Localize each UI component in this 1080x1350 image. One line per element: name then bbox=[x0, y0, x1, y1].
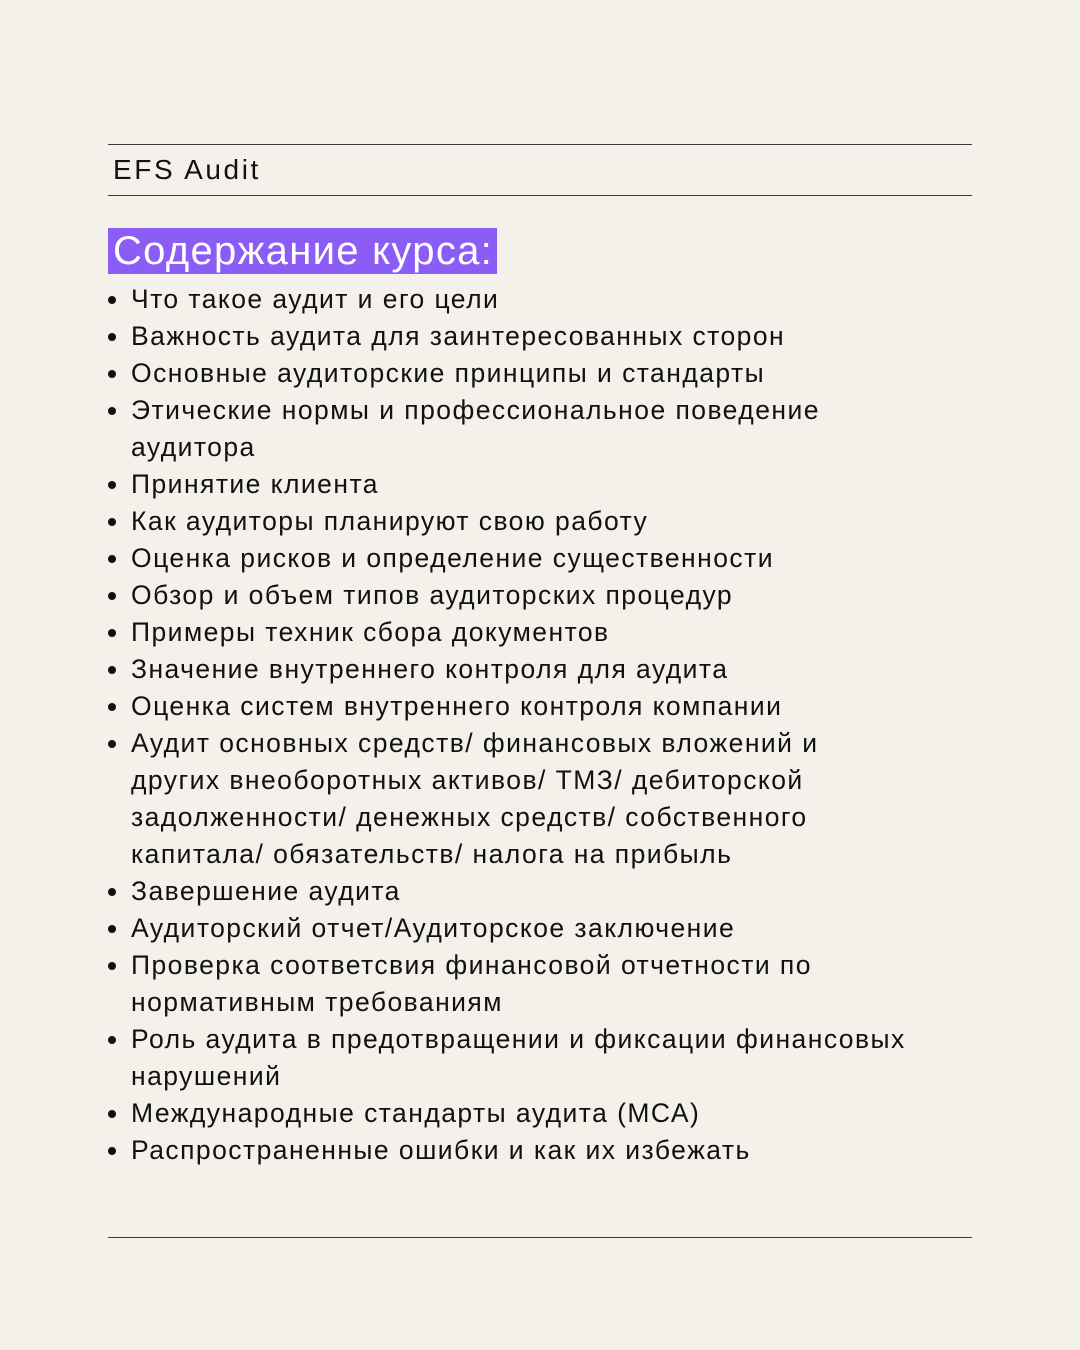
bullet-icon bbox=[108, 1036, 116, 1044]
list-item bbox=[108, 614, 972, 651]
list-item bbox=[108, 355, 972, 392]
list-item-text: Важность аудита для заинтересованных сторон bbox=[131, 321, 786, 351]
bullet-icon bbox=[108, 1110, 116, 1118]
bullet-icon bbox=[108, 888, 116, 896]
list-item-text: Примеры техник сбора документов bbox=[131, 617, 610, 647]
bullet-icon bbox=[108, 555, 116, 563]
list-item bbox=[108, 466, 972, 503]
bullet-icon bbox=[108, 518, 116, 526]
list-item bbox=[108, 577, 972, 614]
course-contents-list bbox=[108, 281, 972, 1169]
header-divider bbox=[108, 195, 972, 196]
bullet-icon bbox=[108, 740, 116, 748]
list-item bbox=[108, 281, 972, 318]
bullet-icon bbox=[108, 925, 116, 933]
list-item bbox=[108, 651, 972, 688]
bullet-icon bbox=[108, 703, 116, 711]
list-item-text: Оценка рисков и определение существенности bbox=[131, 543, 774, 573]
bullet-icon bbox=[108, 962, 116, 970]
list-item-text: Проверка соответсвия финансовой отчетности по нормативным требованиям bbox=[131, 950, 812, 1017]
bullet-icon bbox=[108, 296, 116, 304]
list-item-text: Обзор и объем типов аудиторских процедур bbox=[131, 580, 734, 610]
bullet-icon bbox=[108, 1147, 116, 1155]
bullet-icon bbox=[108, 333, 116, 341]
bullet-icon bbox=[108, 407, 116, 415]
list-item-text: Распространенные ошибки и как их избежать bbox=[131, 1135, 751, 1165]
list-item bbox=[108, 910, 972, 947]
course-contents-title: Содержание курса: bbox=[108, 228, 497, 274]
bullet-icon bbox=[108, 666, 116, 674]
title-block bbox=[108, 228, 497, 274]
list-item-text: Значение внутреннего контроля для аудита bbox=[131, 654, 729, 684]
bullet-icon bbox=[108, 370, 116, 378]
list-item-text: Аудит основных средств/ финансовых вложений и других внеоборотных активов/ ТМЗ/ дебиторской задолженности/ денежных средств/ собственного капитала/ обязательств/ налога на прибыль bbox=[131, 728, 819, 869]
list-item-text: Аудиторский отчет/Аудиторское заключение bbox=[131, 913, 736, 943]
list-item bbox=[108, 725, 891, 873]
list-item bbox=[108, 392, 891, 466]
brand-name: EFS Audit bbox=[113, 154, 261, 185]
list-item bbox=[108, 688, 972, 725]
list-item bbox=[108, 947, 891, 1021]
list-item-text: Принятие клиента bbox=[131, 469, 379, 499]
list-item bbox=[108, 540, 972, 577]
list-item-text: Основные аудиторские принципы и стандарты bbox=[131, 358, 766, 388]
bottom-divider bbox=[108, 1237, 972, 1238]
list-item bbox=[108, 873, 972, 910]
bullet-icon bbox=[108, 481, 116, 489]
list-item bbox=[108, 1095, 972, 1132]
list-item-text: Завершение аудита bbox=[131, 876, 401, 906]
list-item-text: Этические нормы и профессиональное поведение аудитора bbox=[131, 395, 820, 462]
list-item-text: Роль аудита в предотвращении и фиксации финансовых нарушений bbox=[131, 1024, 906, 1091]
list-item-text: Международные стандарты аудита (МСА) bbox=[131, 1098, 701, 1128]
list-item-text: Что такое аудит и его цели bbox=[131, 284, 500, 314]
list-item-text: Как аудиторы планируют свою работу bbox=[131, 506, 649, 536]
top-divider bbox=[108, 144, 972, 145]
bullet-icon bbox=[108, 629, 116, 637]
list-item-text: Оценка систем внутреннего контроля компании bbox=[131, 691, 783, 721]
list-item bbox=[108, 1021, 972, 1095]
list-item bbox=[108, 318, 972, 355]
list-item bbox=[108, 1132, 972, 1169]
list-item bbox=[108, 503, 972, 540]
bullet-icon bbox=[108, 592, 116, 600]
